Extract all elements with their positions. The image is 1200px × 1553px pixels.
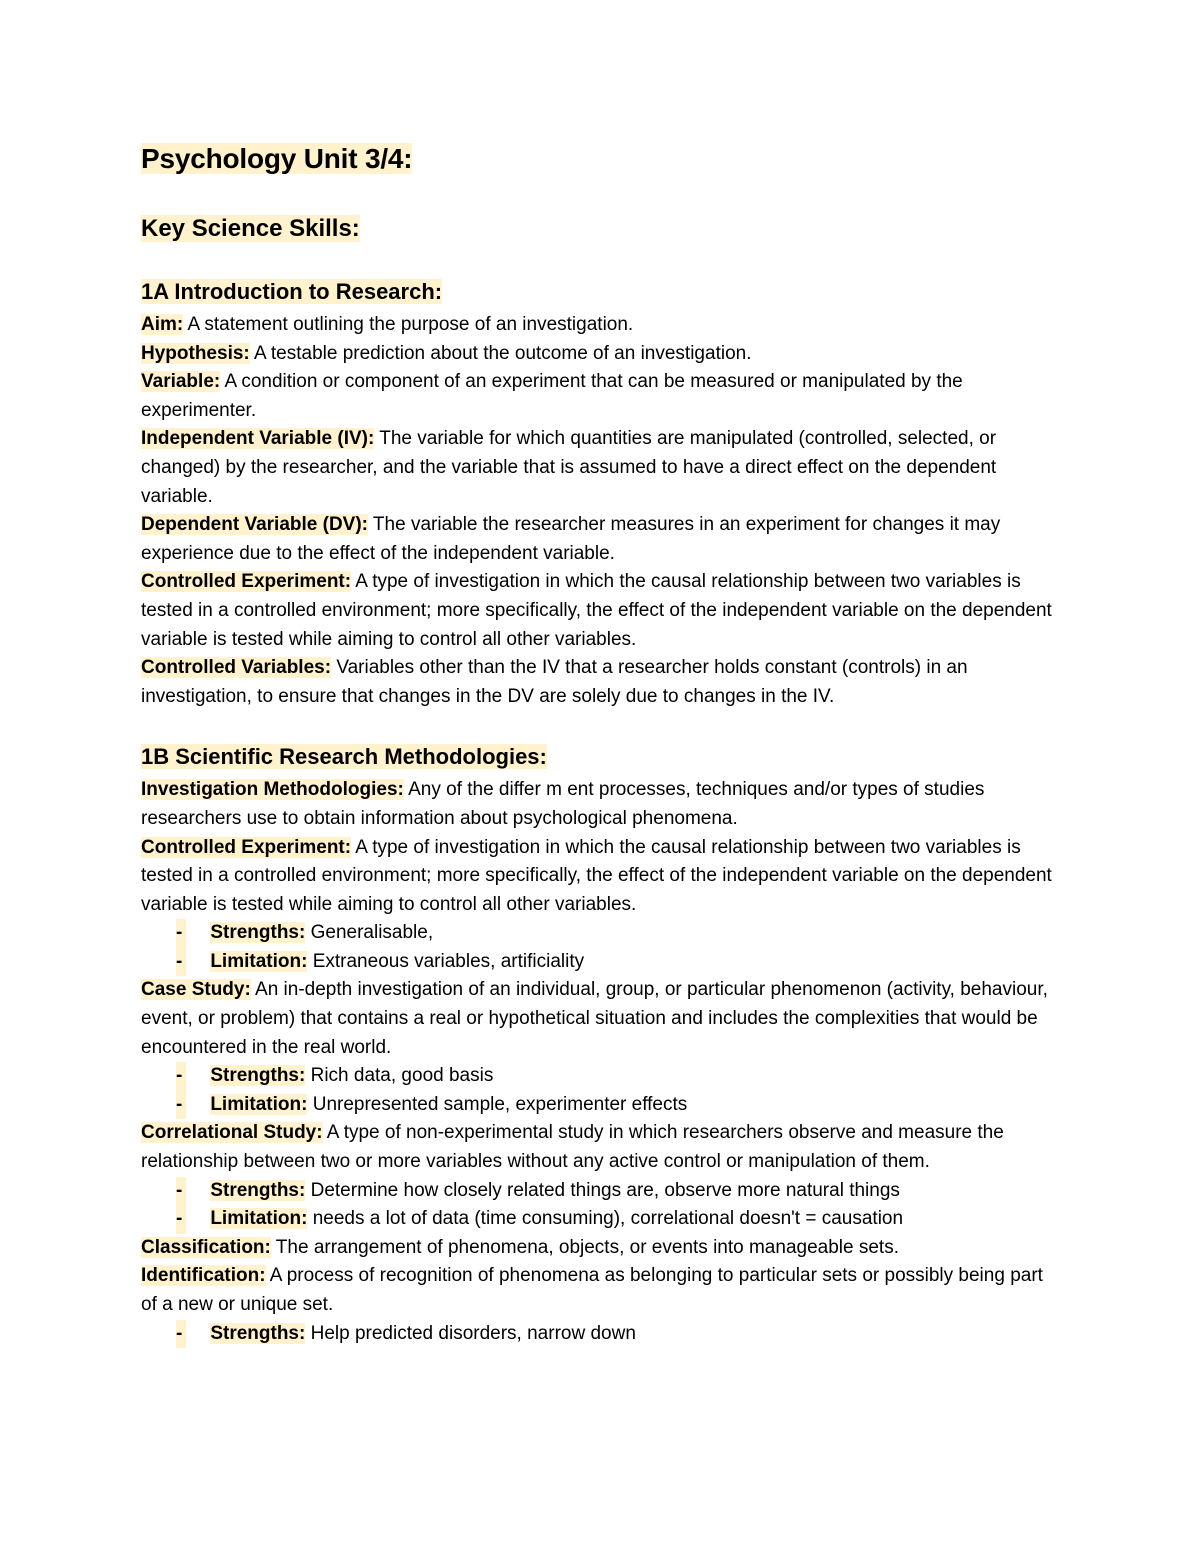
definition-text: The variable for which quantities are manipulated (controlled, selected, or changed) by the researcher, and the variable that is assumed to have a direct effect on the dependent variable. — [141, 428, 997, 507]
term-label: Aim: — [141, 314, 184, 335]
term-label: Hypothesis: — [141, 342, 250, 364]
definition-classification — [141, 1234, 1060, 1263]
bullet-text: needs a lot of data (time consuming), correlational doesn't = causation — [307, 1208, 904, 1230]
definition-text: A type of non-experimental study in which researchers observe and measure the relationship between two or more variables without any active control or manipulation of them. — [141, 1122, 1004, 1173]
term-label: Investigation Methodologies: — [141, 779, 404, 801]
definition-text: A statement outlining the purpose of an investigation. — [183, 314, 634, 335]
term-label: Dependent Variable (DV): — [141, 514, 368, 536]
definition-text: Any of the differ m ent processes, techniques and/or types of studies researchers use to obtain information about psychological phenomena. — [141, 779, 985, 829]
definition-hypothesis — [141, 340, 1060, 369]
bullet-label: Limitation: — [210, 950, 308, 972]
term-label: Independent Variable (IV): — [141, 428, 375, 450]
bullet-text: Rich data, good basis — [305, 1065, 494, 1087]
bullet-dash: - — [176, 1177, 186, 1206]
section-title-key-science-skills: Key Science Skills: — [141, 215, 360, 242]
term-label: Case Study: — [141, 979, 251, 1001]
definition-text: The variable the researcher measures in an experiment for changes it may experience due to the effect of the independent variable. — [141, 514, 1001, 564]
section-1b — [141, 740, 1060, 1348]
list-item-limitation — [141, 1205, 1060, 1234]
bullet-dash: - — [176, 948, 186, 977]
definition-text: Variables other than the IV that a researcher holds constant (controls) in an investigation, to ensure that changes in the DV are solely due to changes in the IV. — [141, 657, 968, 707]
list-item-limitation — [141, 948, 1060, 977]
definition-independent-variable — [141, 425, 1060, 511]
definition-controlled-variables — [141, 654, 1060, 711]
term-label: Identification: — [141, 1265, 266, 1287]
term-label: Controlled Experiment: — [141, 836, 352, 858]
bullet-label: Strengths: — [210, 1179, 306, 1201]
bullet-label: Limitation: — [210, 1093, 308, 1115]
definition-identification — [141, 1262, 1060, 1319]
term-label: Controlled Experiment: — [141, 571, 352, 593]
bullet-label: Strengths: — [210, 1322, 306, 1344]
bullet-text: Help predicted disorders, narrow down — [305, 1322, 636, 1344]
list-item-limitation — [141, 1091, 1060, 1120]
bullet-dash: - — [176, 1320, 186, 1349]
term-label: Controlled Variables: — [141, 657, 332, 679]
term-label: Variable: — [141, 371, 221, 393]
definition-correlational-study — [141, 1119, 1060, 1176]
definition-text: A condition or component of an experiment that can be measured or manipulated by the experimenter. — [141, 371, 963, 421]
definition-text: The arrangement of phenomena, objects, or events into manageable sets. — [270, 1236, 899, 1258]
definition-aim — [141, 311, 1060, 340]
term-label: Classification: — [141, 1236, 271, 1258]
bullet-label: Limitation: — [210, 1208, 308, 1230]
bullet-dash: - — [176, 1205, 186, 1234]
definition-investigation-methodologies — [141, 776, 1060, 833]
definition-controlled-experiment — [141, 834, 1060, 920]
bullet-dash: - — [176, 1091, 186, 1120]
bullet-label: Strengths: — [210, 922, 306, 944]
definition-text: An in-depth investigation of an individual, group, or particular phenomenon (activity, behaviour, event, or problem) that contains a real or hypothetical situation and includes the complexities that would be encountered in the real world. — [141, 979, 1048, 1058]
bullet-label: Strengths: — [210, 1065, 306, 1087]
definition-controlled-experiment — [141, 568, 1060, 654]
list-item-strengths — [141, 1320, 1060, 1349]
list-item-strengths — [141, 1177, 1060, 1206]
definition-text: A type of investigation in which the causal relationship between two variables is tested in a controlled environment; more specifically, the effect of the independent variable on the dependent variable is tested while aiming to control all other variables. — [141, 836, 1052, 915]
bullet-text: Generalisable, — [305, 922, 434, 944]
bullet-text: Extraneous variables, artificiality — [307, 950, 585, 972]
definition-dependent-variable — [141, 511, 1060, 568]
list-item-strengths — [141, 1062, 1060, 1091]
definition-text: A testable prediction about the outcome of an investigation. — [249, 342, 752, 364]
section-1a — [141, 275, 1060, 711]
list-item-strengths — [141, 919, 1060, 948]
definition-variable — [141, 368, 1060, 425]
document-title: Psychology Unit 3/4: — [141, 143, 413, 174]
section-heading-1b: 1B Scientific Research Methodologies: — [141, 744, 547, 770]
bullet-dash: - — [176, 919, 186, 948]
definition-text: A type of investigation in which the causal relationship between two variables is tested in a controlled environment; more specifically, the effect of the independent variable on the dependent variable is tested while aiming to control all other variables. — [141, 571, 1052, 650]
bullet-dash: - — [176, 1062, 186, 1091]
term-label: Correlational Study: — [141, 1122, 323, 1144]
section-heading-1a: 1A Introduction to Research: — [141, 279, 443, 304]
definition-case-study — [141, 976, 1060, 1062]
bullet-text: Determine how closely related things are, observe more natural things — [305, 1179, 900, 1201]
bullet-text: Unrepresented sample, experimenter effects — [307, 1093, 688, 1115]
definition-text: A process of recognition of phenomena as belonging to particular sets or possibly being part of a new or unique set. — [141, 1265, 1043, 1315]
